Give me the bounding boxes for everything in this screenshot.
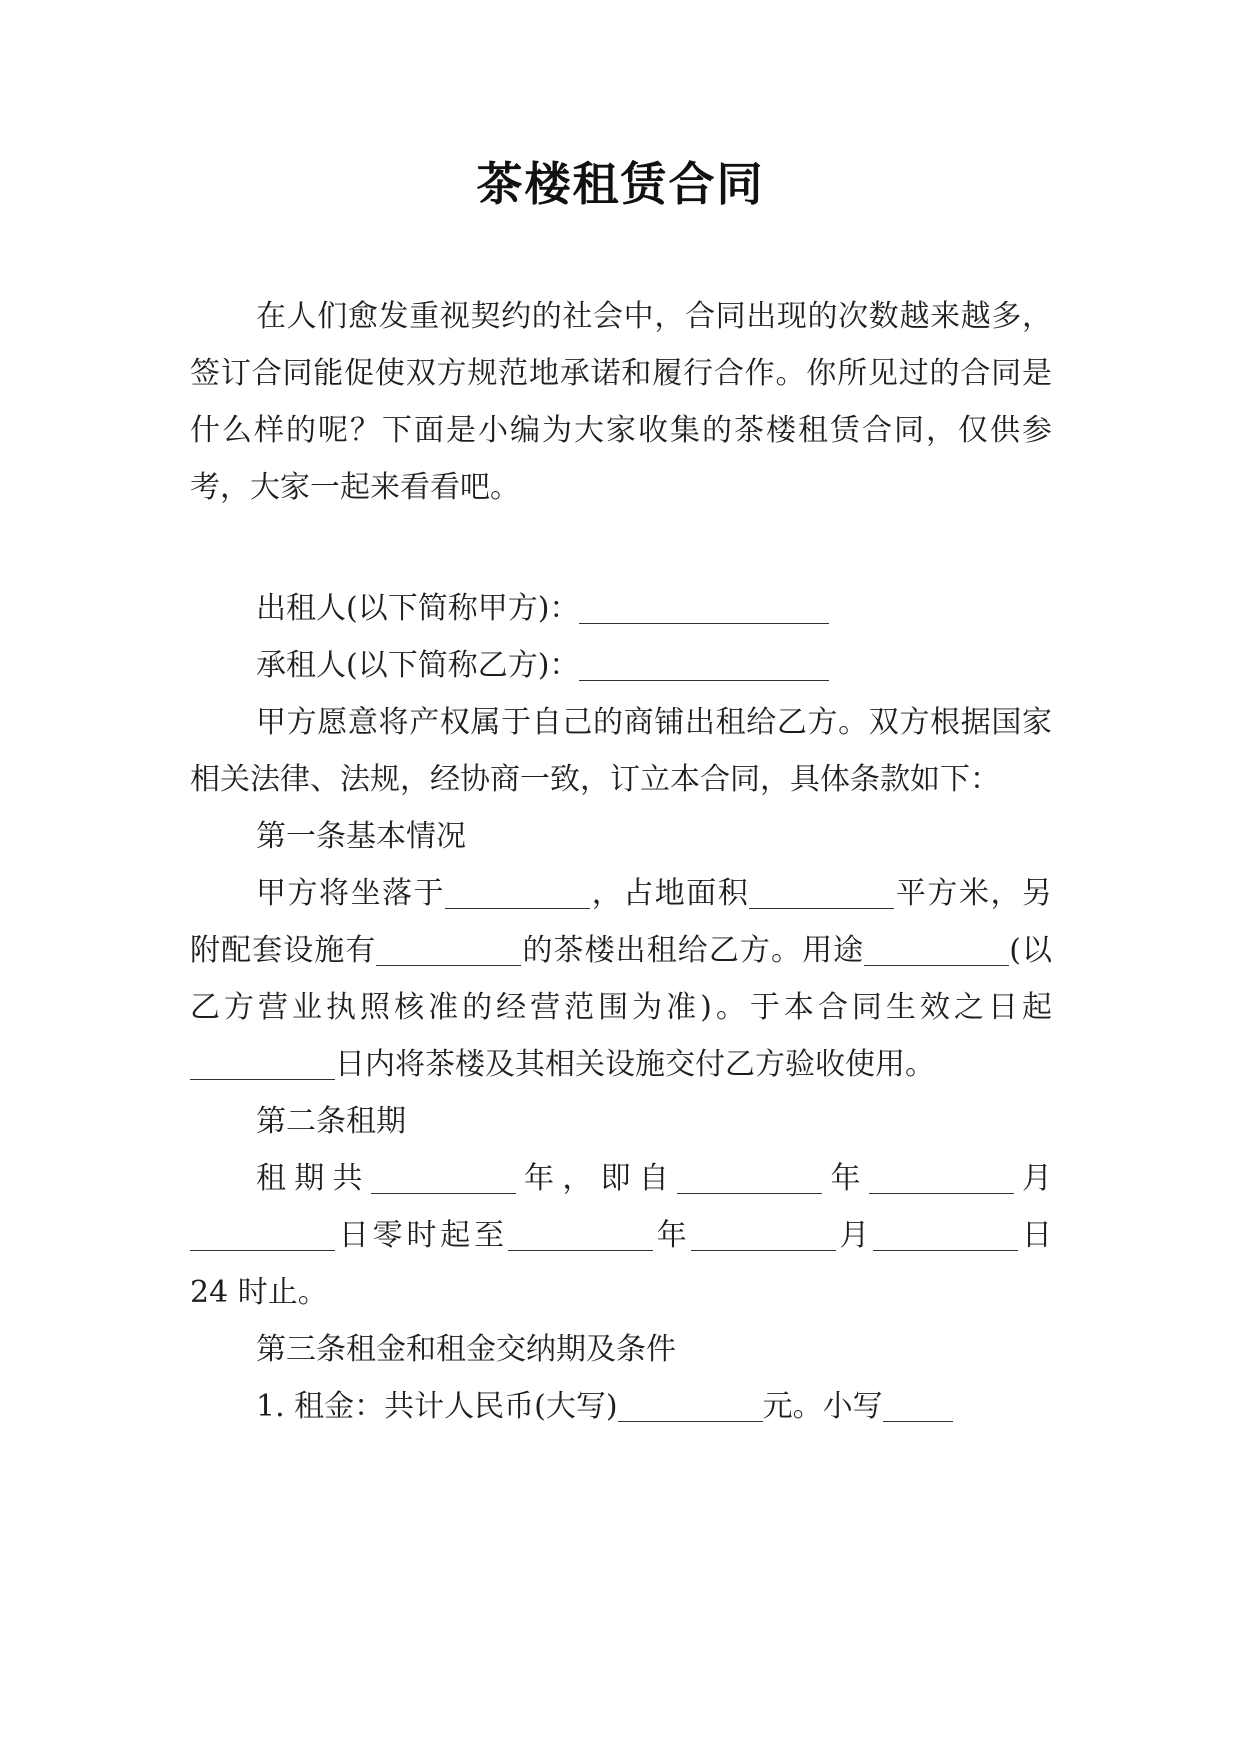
preamble-paragraph: 甲方愿意将产权属于自己的商铺出租给乙方。双方根据国家相关法律、法规，经协商一致，订立本合同，具体条款如下： [190, 705, 1052, 797]
term-years-blank [371, 1163, 516, 1194]
purpose-blank [864, 935, 1009, 966]
end-day-blank [873, 1220, 1018, 1251]
article2-text-7: 月 [835, 1218, 874, 1253]
lessee-label: 承租人(以下简称乙方)： [256, 648, 580, 683]
article2-paragraph [190, 1150, 1052, 1321]
article1-text-4: 的茶楼出租给乙方。用途 [521, 933, 865, 968]
document-title: 茶楼租赁合同 [476, 157, 765, 211]
article3-paragraph [190, 1378, 1052, 1435]
article1-heading: 第一条基本情况 [256, 819, 466, 854]
intro-paragraph: 在人们愈发重视契约的社会中，合同出现的次数越来越多，签订合同能促使双方规范地承诺和履行合作。你所见过的合同是什么样的呢？下面是小编为大家收集的茶楼租赁合同，仅供参考，大家一起来看看吧。 [190, 299, 1052, 505]
lessee-blank [579, 650, 829, 681]
start-year-blank [677, 1163, 822, 1194]
article2-text-6: 年 [652, 1218, 691, 1253]
article2-text-8: 日 24 时止。 [190, 1218, 1053, 1310]
article2-text-1: 租期共 [256, 1161, 371, 1196]
delivery-days-blank [190, 1049, 335, 1080]
article3-text-2: 元。小写 [762, 1389, 883, 1424]
article1-text-2: ，占地面积 [590, 876, 750, 911]
rent-lowercase-blank [883, 1391, 953, 1422]
area-blank [749, 878, 894, 909]
article2-text-4: 月 [1013, 1161, 1053, 1196]
article1-paragraph [190, 865, 1052, 1093]
contract-body [190, 580, 1052, 1435]
location-blank [445, 878, 590, 909]
lessor-label: 出租人(以下简称甲方)： [256, 591, 580, 626]
article2-heading: 第二条租期 [256, 1104, 406, 1139]
article3-text-1: 1. 租金：共计人民币(大写) [256, 1389, 618, 1424]
start-month-blank [869, 1163, 1014, 1194]
lessor-line [190, 580, 1052, 637]
article2-text-3: 年 [822, 1161, 869, 1196]
article1-text-5: (以乙方营业执照核准的经营范围为准)。于本合同生效之日起 [190, 933, 1052, 1025]
intro-section [190, 288, 1052, 516]
article2-text-2: 年，即自 [515, 1161, 678, 1196]
end-year-blank [508, 1220, 653, 1251]
facilities-blank [376, 935, 521, 966]
article3-heading: 第三条租金和租金交纳期及条件 [256, 1332, 676, 1367]
lessor-blank [579, 593, 829, 624]
article1-text-6: 日内将茶楼及其相关设施交付乙方验收使用。 [335, 1047, 935, 1082]
lessee-line [190, 637, 1052, 694]
end-month-blank [691, 1220, 836, 1251]
rent-uppercase-blank [618, 1391, 763, 1422]
article1-text-3: 平方米，另附配套设施有 [190, 876, 1053, 968]
article2-text-5: 日零时起至 [335, 1218, 508, 1253]
start-day-blank [190, 1220, 335, 1251]
article1-text-1: 甲方将坐落于 [256, 876, 446, 911]
